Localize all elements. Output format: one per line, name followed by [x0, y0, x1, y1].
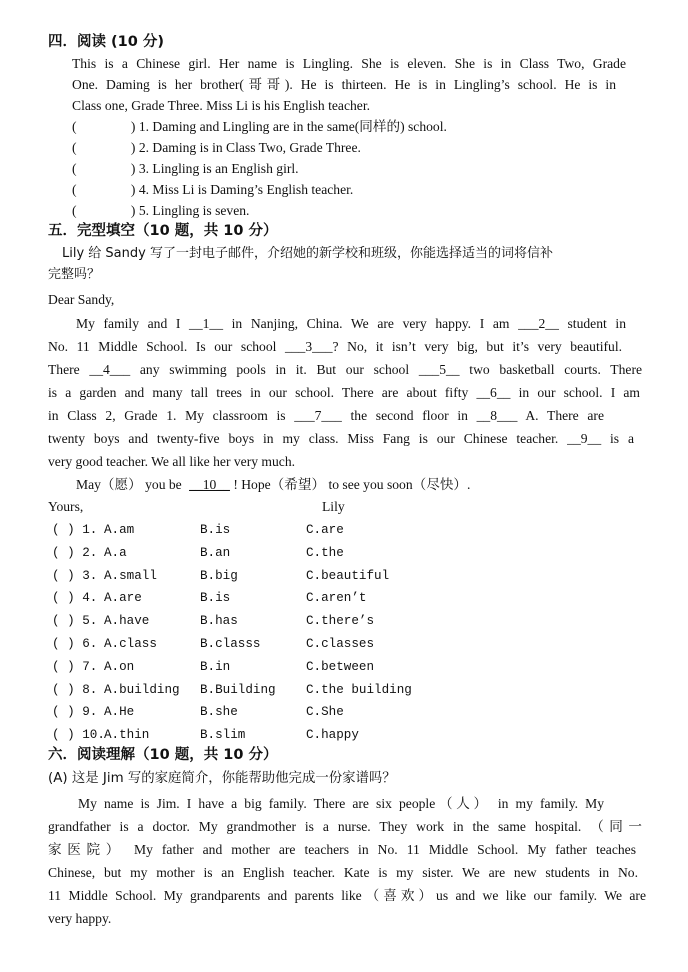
option-number: ( ) 3. [52, 568, 98, 583]
letter-line-4: is a garden and many tall trees in our school. There are about fifty __6__ in our school. I am [48, 385, 640, 400]
sec4-passage-line-1: This is a Chinese girl. Her name is Lingling. She is eleven. She is in Class Two, Grade [72, 56, 626, 71]
option-number: ( ) 8. [52, 682, 98, 697]
sec4-item-5: ( ) 5. Lingling is seven. [72, 203, 250, 218]
option-number: ( ) 2. [52, 545, 98, 560]
option-c: C.happy [306, 728, 359, 743]
closing-post: ! Hope（希望） to see you soon（尽快）. [233, 477, 471, 492]
section-6-heading: 六．阅读理解（10 题，共 10 分） [48, 747, 278, 763]
option-b: B.an [200, 545, 231, 560]
option-number: ( ) 6. [52, 637, 98, 651]
option-a: A.on [104, 659, 135, 674]
option-a: A.a [104, 545, 127, 560]
sec6-passage-line-3: 家医院） My father and mother are teachers in No. 11 Middle School. My father teaches [48, 842, 636, 857]
option-b: B.is [200, 591, 231, 606]
letter-signature: Lily [322, 499, 345, 514]
option-c: C.classes [306, 637, 375, 651]
option-c: C.the [306, 545, 344, 560]
closing-blank: __10__ [189, 477, 230, 492]
option-b: B.in [200, 659, 231, 674]
sec4-passage-line-2: One. Daming is her brother(哥哥). He is thirteen. He is in Lingling’s school. He is in [72, 77, 616, 92]
letter-line-6: twenty boys and twenty-five boys in my class. Miss Fang is our Chinese teacher. __9__ is a [48, 431, 634, 446]
option-a: A.small [104, 568, 157, 583]
option-c: C.the building [306, 682, 412, 697]
sec6-passage-line-2: grandfather is a doctor. My grandmother is a nurse. They work in the same hospital. （同一 [48, 819, 642, 834]
option-c: C.She [306, 705, 344, 720]
option-b: B.classs [200, 637, 261, 651]
letter-line-7: very good teacher. We all like her very much. [48, 454, 296, 469]
sec6-subheading-a: (A) 这是 Jim 写的家庭简介，你能帮助他完成一份家谱吗？ [48, 771, 396, 786]
option-a: A.class [104, 637, 157, 651]
option-a: A.am [104, 523, 135, 537]
option-b: B.Building [200, 682, 276, 697]
letter-yours: Yours, [48, 499, 84, 514]
option-a: A.thin [104, 728, 150, 743]
section-4-heading: 四．阅读 (10 分) [48, 34, 165, 50]
option-number: ( ) 5. [52, 614, 98, 629]
option-b: B.has [200, 614, 238, 629]
letter-line-1: My family and I __1__ in Nanjing, China. We are very happy. I am ___2__ student in [76, 316, 626, 331]
option-number: ( ) 1. [52, 523, 98, 537]
sec6-passage-line-1: My name is Jim. I have a big family. There are six people（人） in my family. My [78, 796, 604, 811]
option-b: B.is [200, 523, 231, 537]
option-c: C.are [306, 523, 344, 537]
sec4-item-3: ( ) 3. Lingling is an English girl. [72, 161, 299, 176]
option-b: B.big [200, 568, 238, 583]
option-a: A.building [104, 682, 180, 697]
letter-closing [76, 475, 470, 495]
letter-line-3: There __4___ any swimming pools in it. But our school ___5__ two basketball courts. There [48, 362, 642, 377]
option-number: ( ) 4. [52, 591, 98, 606]
letter-greeting: Dear Sandy, [48, 292, 115, 307]
option-c: C.between [306, 659, 375, 674]
option-number: ( ) 10. [52, 728, 105, 743]
sec4-passage-line-3: Class one, Grade Three. Miss Li is his English teacher. [72, 98, 371, 113]
option-c: C.beautiful [306, 568, 390, 583]
sec4-item-1: ( ) 1. Daming and Lingling are in the same(同样的) school. [72, 119, 447, 134]
closing-pre: May（愿） you be [76, 477, 182, 492]
option-a: A.are [104, 591, 142, 606]
option-a: A.He [104, 705, 135, 720]
sec4-item-2: ( ) 2. Daming is in Class Two, Grade Three. [72, 140, 361, 155]
sec6-passage-line-5: 11 Middle School. My grandparents and parents like（喜欢）us and we like our family. We are [48, 888, 646, 903]
option-number: ( ) 7. [52, 659, 98, 674]
section-5-heading: 五．完型填空（10 题，共 10 分） [48, 223, 278, 239]
option-b: B.she [200, 705, 238, 720]
sec6-passage-line-6: very happy. [48, 911, 112, 926]
letter-line-5: in Class 2, Grade 1. My classroom is ___7___ the second floor in __8___ A. There are [48, 408, 604, 423]
option-a: A.have [104, 614, 150, 629]
letter-line-2: No. 11 Middle School. Is our school ___3___? No, it isn’t very big, but it’s very beautiful. [48, 339, 622, 354]
sec5-intro-line-2: 完整吗？ [48, 267, 101, 282]
sec6-passage-line-4: Chinese, but my mother is an English teacher. Kate is my sister. We are new students in No. [48, 865, 638, 880]
option-c: C.aren’t [306, 591, 367, 606]
option-number: ( ) 9. [52, 705, 98, 720]
sec5-intro-line-1: Lily 给 Sandy 写了一封电子邮件，介绍她的新学校和班级，你能选择适当的词将信补 [62, 246, 553, 261]
sec4-item-4: ( ) 4. Miss Li is Daming’s English teacher. [72, 182, 354, 197]
option-c: C.there’s [306, 614, 375, 629]
option-b: B.slim [200, 728, 246, 743]
